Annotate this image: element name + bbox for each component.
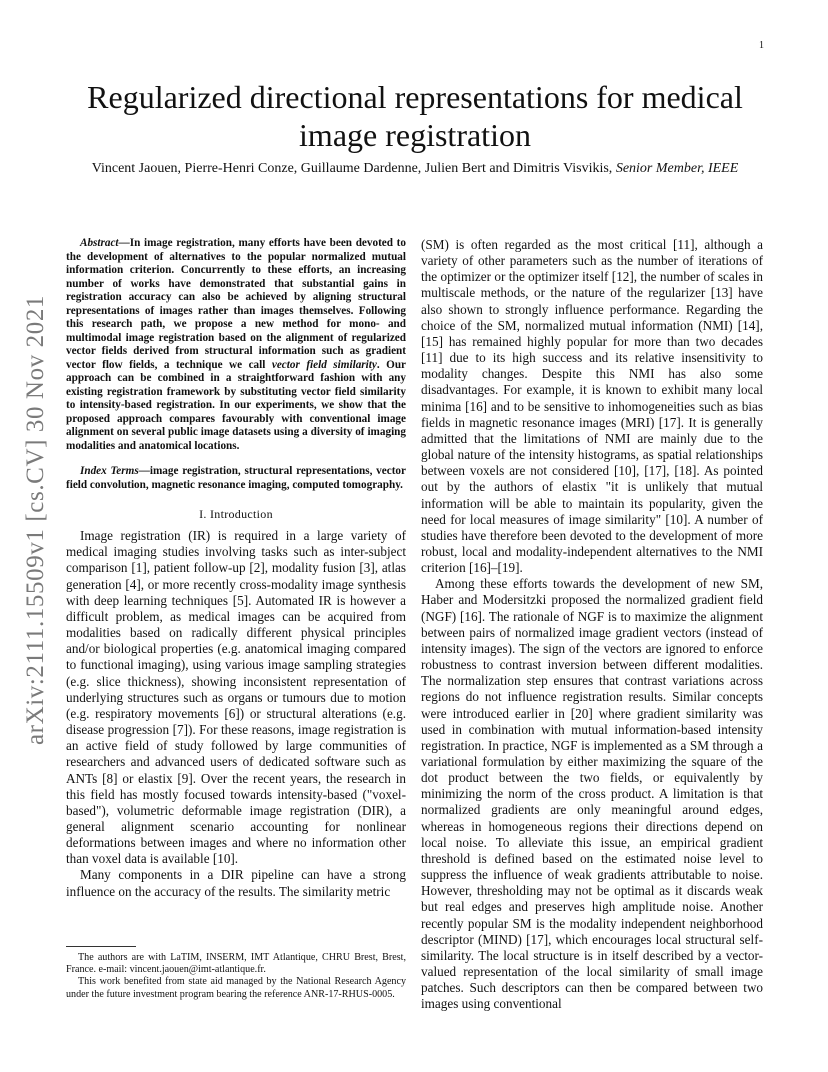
footnotes bbox=[66, 952, 406, 1001]
index-terms bbox=[66, 465, 406, 492]
right-column bbox=[421, 237, 763, 1013]
section-heading-introduction: I. Introduction bbox=[199, 507, 273, 521]
abstract-lead: Abstract bbox=[80, 237, 119, 249]
body-paragraph-sm: (SM) is often regarded as the most critical [11], although a variety of other parameters such as the number of iterations of the optimizer or the optimizer itself [12], the number of scales in multiscale methods, or the nature of the regularizer [13] have also shown to strongly influence performance. Regarding the choice of the SM, normalized mutual information (NMI) [14], [15] has remained highly popular for more than two decades [11] due to its high success and its relative insensitivity to modality changes. Despite this NMI has also some disadvantages. For example, it is known to exhibit many local minima [16] and to be sensitive to inhomogeneities such as bias fields in magnetic resonance images (MRI) [17]. It is generally admitted that the limitations of NMI are mainly due to the global nature of the intensity histograms, as spatial relationships between voxels are not considered [10], [17], [18]. As pointed out by the authors of elastix "it is unlikely that mutual information will be able to maintain its popularity, given the need for local measures of image similarity" [10]. A number of studies have therefore been devoted to the development of more robust, local and modality-independent alternatives to the NMI criterion [16]–[19]. bbox=[421, 237, 763, 576]
intro-paragraph-1: Image registration (IR) is required in a large variety of medical imaging studies involving tasks such as inter-subject comparison [1], patient follow-up [2], modality fusion [3], atlas generation [4], or more recently cross-modality image synthesis with deep learning techniques [5]. Automated IR is however a difficult problem, as medical images can be acquired from modalities based on radically different physical principles and/or biological properties (e.g. anatomical imaging compared to functional imaging), using various image sampling strategies (e.g. slice thickness), showing inconsistent representation of underlying structures such as organs or tumours due to motion (e.g. respiratory movements [6]) or structural alterations (e.g. disease progression [7]). For these reasons, image registration is an active field of study followed by large communities of researchers and advanced users of dedicated software such as ANTs [8] or elastix [9]. Over the recent years, the research in this field has mostly focused towards intensity-based ("voxel-based"), volumetric deformable image registration (DIR), a general alignment scenario accounting for nonlinear deformations between images and where no information other than voxel data is available [10]. bbox=[66, 528, 406, 867]
body-paragraph-ngf: Among these efforts towards the development of new SM, Haber and Modersitzki proposed the normalized gradient field (NGF) [16]. The rationale of NGF is to maximize the alignment between pairs of normalized image gradient vectors (instead of intensity images). The sign of the vectors are ignored to enforce robustness to contrast inversion between different modalities. The normalization step ensures that contrast variations across regions do not influence registration results. Similar concepts were introduced earlier in [20] where gradient similarity was used in combination with mutual information-based intensity registration. In practice, NGF is implemented as a SM through a variational formulation by either maximizing the square of the dot product between the two fields, or equivalently by minimizing the norm of the cross product. A limitation is that normalized gradients are only meaningful around edges, whereas in homogeneous regions their directions depend on local noise. To alleviate this issue, an empirical gradient threshold is defined based on the estimated noise level to suppress the influence of weak gradients attributable to noise. However, thresholding may not be optimal as it discards weak but real edges and preserves high amplitude noise. Another recently popular SM is the modality independent neighborhood descriptor (MIND) [17], which encourages local structural self-similarity. The local structure is in itself described by a vector-valued representation of the local similarity of small image patches. Such descriptors can then be compared between two images using conventional bbox=[421, 576, 763, 1012]
index-terms-text: —image registration, structural representations, vector field convolution, magnetic resonance imaging, computed tomography. bbox=[66, 465, 406, 491]
page-number: 1 bbox=[759, 40, 764, 51]
arxiv-stamp-text: arXiv:2111.15509v1 [cs.CV] 30 Nov 2021 bbox=[22, 294, 50, 746]
author-list bbox=[66, 160, 764, 178]
arxiv-stamp bbox=[20, 280, 52, 760]
abstract-text-2: . Our approach can be combined in a straightforward fashion with any existing registration framework by substituting vector field similarity to intensity-based registration. In our experiments, we show that the proposed approach compares favourably with conventional image alignment on several public image datasets using a diversity of imaging modalities and anatomical locations. bbox=[66, 358, 407, 452]
abstract-term: vector field similarity bbox=[271, 358, 377, 371]
footnote-affiliation: The authors are with LaTIM, INSERM, IMT Atlantique, CHRU Brest, Brest, France. e-mail: vincent.jaouen@imt-atlantique.fr. bbox=[66, 952, 406, 976]
abstract bbox=[66, 237, 406, 453]
author-membership: Senior Member, IEEE bbox=[615, 161, 739, 176]
paper-title: Regularized directional representations for medical image registration bbox=[87, 79, 743, 153]
footnote-rule bbox=[66, 946, 136, 947]
abstract-text: —In image registration, many efforts have been devoted to the development of alternatives to the popular normalized mutual information criterion. Concurrently to these efforts, an increasing number of works have demonstrated that substantial gains in registration accuracy can also be achieved by aligning structural representations of images rather than images themselves. Following this research path, we propose a new method for mono- and multimodal image registration based on the alignment of regularized vector fields derived from structural information such as gradient vector flow fields, a technique we call bbox=[66, 237, 406, 371]
intro-paragraph-2: Many components in a DIR pipeline can have a strong influence on the accuracy of the results. The similarity metric bbox=[66, 867, 406, 899]
index-terms-lead: Index Terms bbox=[80, 465, 139, 477]
footnote-funding: This work benefited from state aid managed by the National Research Agency under the future investment program bearing the reference ANR-17-RHUS-0005. bbox=[66, 976, 406, 1000]
left-column bbox=[66, 237, 406, 900]
author-names: Vincent Jaouen, Pierre-Henri Conze, Guillaume Dardenne, Julien Bert and Dimitris Visvikis, bbox=[91, 161, 613, 176]
